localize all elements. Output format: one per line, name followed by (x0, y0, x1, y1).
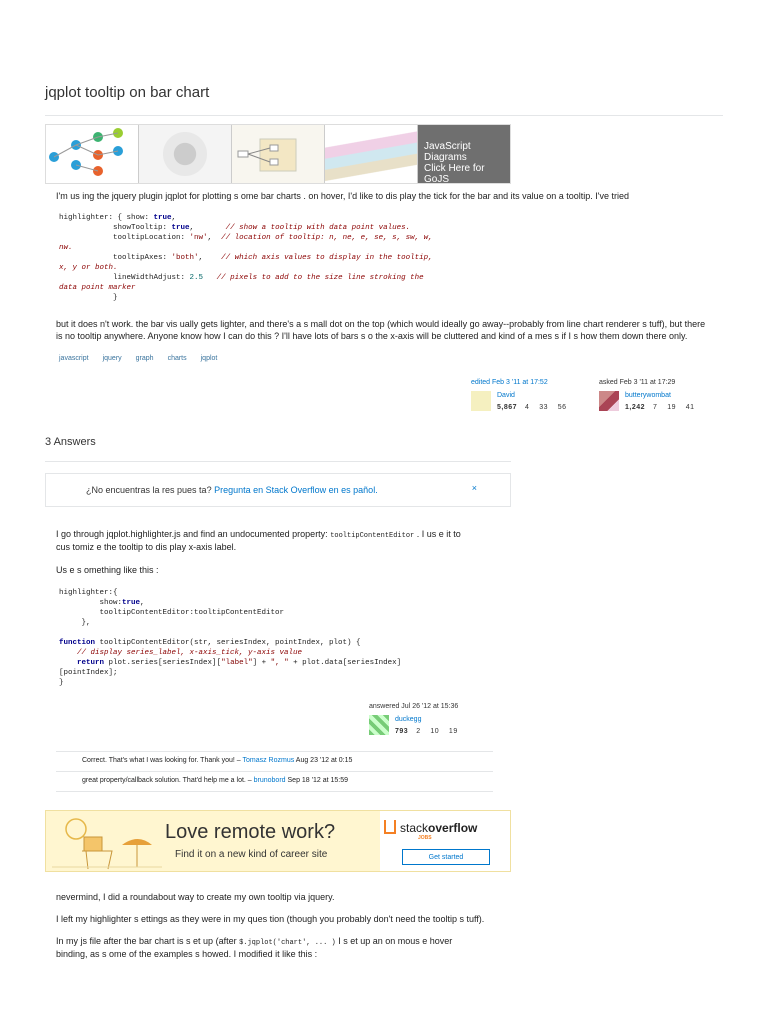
asked-user-stats (625, 404, 695, 411)
answer2-para-3-line-2: binding, as s ome of the examples s howed. I modified it like this : (56, 949, 318, 959)
ad-brand (400, 821, 477, 835)
answer2-para-1: nevermind, I did a roundabout way to create my own tooltip via jquery. (56, 892, 335, 902)
comment-2-when: Sep 18 '12 at 15:59 (285, 777, 349, 784)
tag-jqplot[interactable]: jqplot (200, 355, 218, 362)
edited-user-badges: 4 33 56 (525, 404, 567, 411)
answer2-text-a: In my js file after the bar chart is s et up (after (56, 936, 240, 946)
diagram-thumb-3 (232, 125, 325, 183)
edited-user-rep: 5,867 (497, 404, 518, 411)
localized-site-notice (45, 473, 511, 507)
page-title[interactable]: jqplot tooltip on bar chart (45, 84, 210, 101)
answer1-text-a: I go through jqplot.highlighter.js and find an undocumented property: (56, 529, 331, 539)
ad-brand-panel (380, 811, 511, 872)
comment-1-when: Aug 23 '12 at 0:15 (294, 757, 353, 764)
ad-jobs-label: JOBS (418, 835, 432, 841)
answered-user-rep: 793 (395, 728, 409, 735)
comment-1-user[interactable]: Tomasz Rozmus (242, 757, 295, 764)
answers-count-heading: 3 Answers (45, 436, 96, 448)
comments-bottom-divider (56, 791, 493, 792)
answers-divider (45, 461, 511, 462)
comment-2-user[interactable]: brunobord (253, 777, 286, 784)
answer2-para-3 (56, 935, 452, 948)
ad-subtitle: Find it on a new kind of career site (175, 849, 328, 860)
tag-graph[interactable]: graph (135, 355, 154, 362)
answer1-para-1-line-2: cus tomiz e the tooltip to dis play x-axis label. (56, 542, 237, 552)
answer2-inline-code: $.jqplot('chart', ... ) (239, 939, 336, 947)
question-body-line-2: is no tooltip anywhere. Anyone know how I can do this ? I'll have lots of bars s o the x-axis will be cluttered and kind of a mes s if I s how them down there only. (56, 331, 688, 341)
tag-javascript[interactable]: javascript (59, 355, 89, 362)
answer1-text-b: . I us e it to (414, 529, 461, 539)
asked-user-rep: 1,242 (625, 404, 646, 411)
answered-user-stats (395, 728, 458, 735)
user-avatar-david[interactable] (471, 391, 491, 411)
comment-1 (82, 757, 352, 764)
notice-text (86, 485, 378, 495)
banner-line-2: Click Here for GoJS (424, 163, 485, 183)
answer2-para-2: I left my highlighter s ettings as they were in my ques tion (though you probably don't need the tooltip s tuff). (56, 914, 485, 924)
comments-top-divider (56, 751, 493, 752)
answered-user-name[interactable]: duckegg (395, 716, 422, 723)
edited-when[interactable]: edited Feb 3 '11 at 17:52 (471, 379, 548, 386)
get-started-button[interactable]: Get started (402, 849, 490, 865)
stackoverflow-logo-icon (384, 820, 396, 834)
asked-when: asked Feb 3 '11 at 17:29 (599, 379, 676, 386)
asked-signature (599, 379, 675, 386)
comments-mid-divider (56, 771, 493, 772)
asked-user-badges: 7 19 41 (653, 404, 695, 411)
question-tags (59, 355, 217, 362)
notice-link[interactable]: Pregunta en Stack Overflow en es pañol. (214, 485, 378, 495)
answer1-para-1 (56, 528, 461, 541)
gojs-banner[interactable] (45, 124, 511, 184)
answer1-code-block: highlighter:{ show:true, tooltipContentEditor:tooltipContentEditor }, function tooltipContentEditor(str, seriesIndex, pointIndex, plot) { // display series_label, x-axis_tick, y-axis value return plot.series[seriesIndex]["label"] + ", " + plot.data[seriesIndex] [pointIndex]; } (59, 589, 402, 687)
question-body-line-1: but it does n't work. the bar vis ually gets lighter, and there's a s mall dot on the top (which would ideally go away--probably from line chart renderer s tuff), but there (56, 319, 706, 329)
ad-brand-a: stack (400, 821, 429, 835)
comment-2 (82, 777, 348, 784)
remote-work-illustration (52, 815, 162, 871)
ad-brand-b: overflow (428, 821, 478, 835)
answered-when: answered Jul 26 '12 at 15:36 (369, 703, 459, 710)
diagram-thumb-1 (46, 125, 139, 183)
answered-user-badges: 2 10 19 (416, 728, 458, 735)
edited-user-stats (497, 404, 567, 411)
comment-1-text: Correct. That's what I was looking for. Thank you! – (82, 757, 243, 764)
asked-user-name[interactable]: butterywombat (625, 392, 671, 399)
user-avatar-duckegg[interactable] (369, 715, 389, 735)
user-avatar-butterywombat[interactable] (599, 391, 619, 411)
question-code-block: highlighter: { show: true, showTooltip: true, // show a tooltip with data point values. tooltipLocation: 'nw', // location of tooltip: n, ne, e, se, s, sw, w, nw. tooltipAxes: 'both', // which axis values to display in the tooltip, x, y or both. lineWidthAdjust: 2.5 // pixels to add to the size line stroking the data point marker } (59, 214, 433, 302)
answer1-para-2: Us e s omething like this : (56, 565, 159, 575)
title-divider (45, 115, 723, 116)
answer2-text-b: I s et up an on mous e hover (335, 936, 453, 946)
edited-signature (471, 379, 548, 386)
diagram-thumb-2 (139, 125, 232, 183)
edited-user-name[interactable]: David (497, 392, 515, 399)
tag-jquery[interactable]: jquery (102, 355, 122, 362)
notice-question: ¿No encuentras la res pues ta? (86, 485, 212, 495)
answer1-inline-code: tooltipContentEditor (330, 532, 415, 540)
banner-line-1: JavaScript Diagrams (424, 141, 471, 163)
close-icon[interactable]: × (471, 483, 477, 493)
jobs-ad[interactable] (45, 810, 511, 872)
gojs-cta[interactable] (418, 125, 510, 183)
tag-charts[interactable]: charts (167, 355, 187, 362)
ad-headline: Love remote work? (165, 821, 336, 843)
answered-signature (369, 703, 458, 710)
diagram-thumb-4 (325, 125, 418, 183)
question-intro: I'm us ing the jquery plugin jqplot for plotting s ome bar charts . on hover, I'd like to dis play the tick for the bar and its value on a tooltip. I've tried (56, 191, 629, 201)
comment-2-text: great property/callback solution. That'd help me a lot. – (82, 777, 254, 784)
